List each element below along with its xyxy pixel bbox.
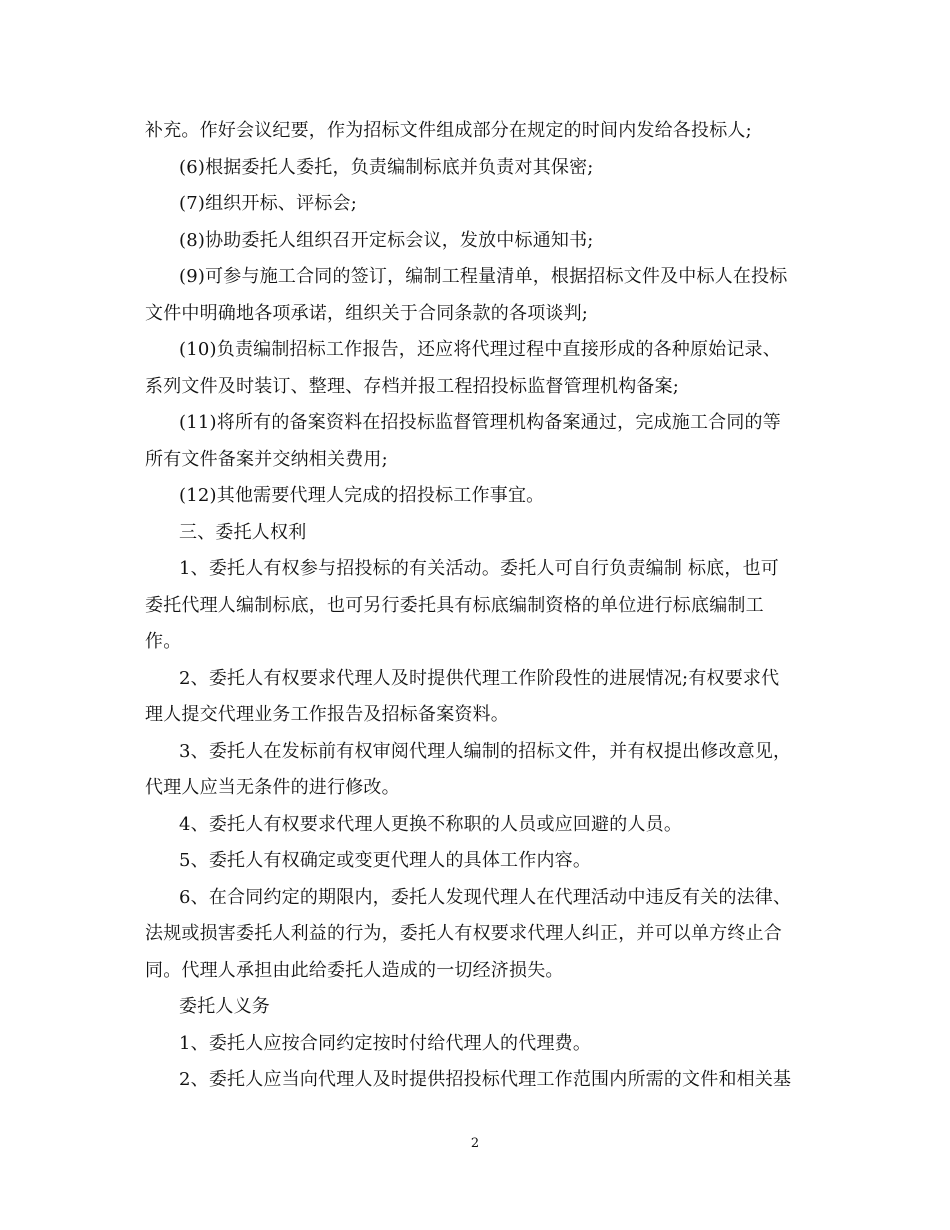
text-line: (9)可参与施工合同的签订，编制工程量清单，根据招标文件及中标人在投标 [179, 266, 788, 287]
text-line: 同。代理人承担由此给委托人造成的一切经济损失。 [145, 959, 564, 981]
text-line: (6)根据委托人委托，负责编制标底并负责对其保密; [179, 156, 594, 178]
text-line: (7)组织开标、评标会; [179, 193, 357, 214]
text-line: 4、委托人有权要求代理人更换不称职的人员或应回避的人员。 [179, 813, 683, 835]
text-line: 法规或损害委托人利益的行为，委托人有权要求代理人纠正，并可以单方终止合 [145, 923, 782, 944]
text-line: 1、委托人有权参与招投标的有关活动。委托人可自行负责编制 标底，也可 [179, 558, 779, 579]
document-body [145, 113, 810, 1099]
text-line: 理人提交代理业务工作报告及招标备案资料。 [145, 704, 509, 725]
page-number: 2 [470, 1136, 480, 1151]
text-line: 5、委托人有权确定或变更代理人的具体工作内容。 [179, 850, 592, 871]
text-line: 1、委托人应按合同约定按时付给代理人的代理费。 [179, 1032, 592, 1054]
text-line: (12)其他需要代理人完成的招投标工作事宜。 [179, 485, 545, 506]
text-line: 委托代理人编制标底，也可另行委托具有标底编制资格的单位进行标底编制工 [145, 594, 764, 616]
text-line: (10)负责编制招标工作报告，还应将代理过程中直接形成的各种原始记录、 [179, 339, 781, 360]
text-line: 作。 [145, 631, 182, 652]
text-line: 代理人应当无条件的进行修改。 [145, 777, 400, 798]
text-line: 补充。作好会议纪要，作为招标文件组成部分在规定的时间内发给各投标人; [145, 120, 752, 141]
text-line: (8)协助委托人组织召开定标会议，发放中标通知书; [179, 229, 594, 251]
text-line: 2、委托人有权要求代理人及时提供代理工作阶段性的进展情况;有权要求代 [179, 667, 780, 689]
text-line: 3、委托人在发标前有权审阅代理人编制的招标文件，并有权提出修改意见， [179, 740, 792, 762]
text-line: 三、委托人权利 [179, 521, 307, 543]
text-line: 委托人义务 [179, 996, 270, 1017]
text-line: 2、委托人应当向代理人及时提供招投标代理工作范围内所需的文件和相关基 [179, 1069, 792, 1090]
text-line: 文件中明确地各项承诺，组织关于合同条款的各项谈判; [145, 302, 589, 324]
text-line: 所有文件备案并交纳相关费用; [145, 448, 388, 470]
text-line: 6、在合同约定的期限内，委托人发现代理人在代理活动中违反有关的法律、 [179, 886, 792, 908]
text-line: (11)将所有的备案资料在招投标监督管理机构备案通过，完成施工合同的等 [179, 412, 781, 433]
text-line: 系列文件及时装订、整理、存档并报工程招投标监督管理机构备案; [145, 375, 680, 397]
